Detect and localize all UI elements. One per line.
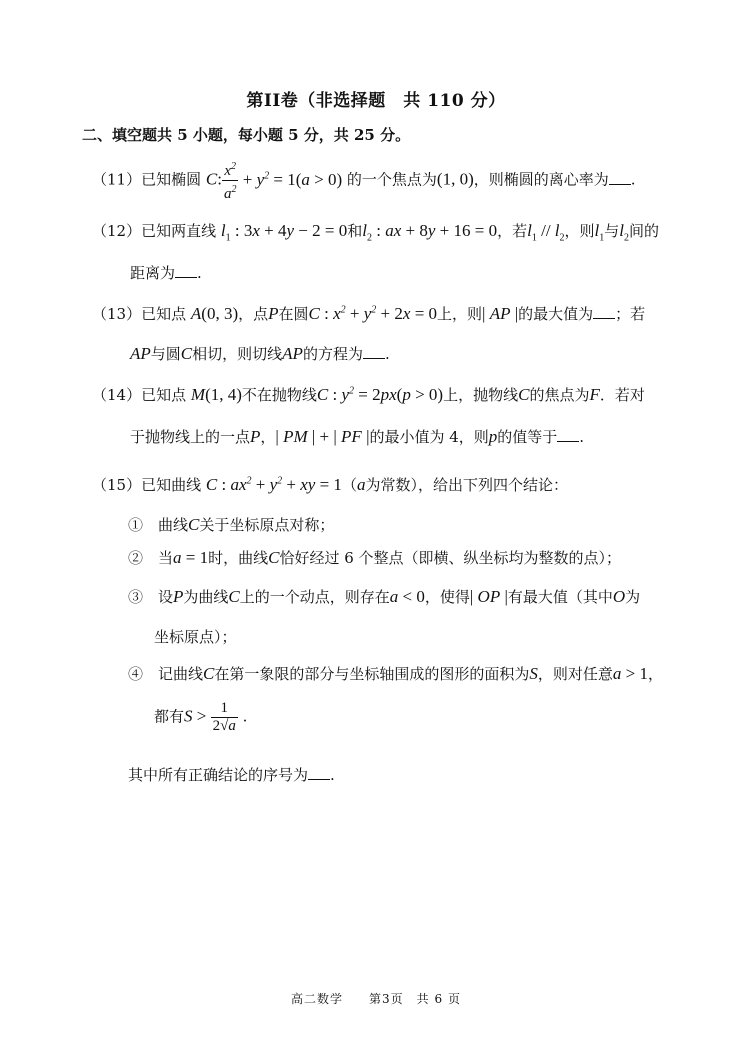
page-title: 第II卷（非选择题 共 110 分） bbox=[246, 91, 506, 111]
final-question: 其中所有正确结论的序号为 . bbox=[128, 766, 335, 784]
answer-blank bbox=[593, 306, 615, 319]
answer-blank bbox=[363, 346, 385, 359]
page-footer: 高二数学 第3页 共 6 页 bbox=[291, 992, 461, 1006]
question-14-cont: 于抛物线上的一点P，| PM | + | PF |的最小值为 4，则p的值等于 . bbox=[130, 427, 585, 446]
answer-blank bbox=[557, 429, 579, 442]
question-11: （11）已知椭圆 C: $\frac{x^2}{a^2}$ + $y^2 = 1(a > 0)$ 的一个焦点为(1, 0)，则椭圆的离心率为 . bbox=[92, 158, 636, 203]
fraction-x2-a2: $\frac{x^2}{a^2}$ bbox=[223, 161, 237, 202]
question-12: （12）已知两直线 $l_1$ : 3x + 4y − 2 = 0和$l_2$ : ax + 8y + 16 = 0，若$l_1 // l_2$，则$l_1$与$l_2$间的 bbox=[92, 221, 660, 244]
conclusion-4-cont: 都有S > $\frac{1}{2√a}$ . bbox=[154, 700, 248, 734]
answer-blank bbox=[308, 767, 330, 780]
question-12-cont: 距离为 . bbox=[130, 264, 202, 282]
answer-blank bbox=[609, 172, 631, 185]
fraction-1-over-2sqrt-a: $\frac{1}{2√a}$ bbox=[212, 700, 236, 734]
question-15: （15）已知曲线 C : $ax^2 + y^2$ + xy = 1（a为常数），给出下列四个结论： bbox=[92, 475, 568, 494]
conclusion-2: ② 当a = 1时，曲线C恰好经过 6 个整点（即横、纵坐标均为整数的点）； bbox=[128, 548, 622, 567]
conclusion-1: ① 曲线C关于坐标原点对称； bbox=[128, 515, 335, 534]
conclusion-3-cont: 坐标原点）； bbox=[154, 628, 237, 646]
conclusion-4: ④ 记曲线C在第一象限的部分与坐标轴围成的图形的面积为S，则对任意a > 1， bbox=[128, 664, 663, 683]
conclusion-3: ③ 设P为曲线C上的一个动点，则存在a < 0，使得| OP |有最大值（其中O为 bbox=[128, 587, 641, 606]
answer-blank bbox=[175, 265, 197, 278]
question-13: （13）已知点 A(0, 3)，点P在圆C : $x^2 + y^2 + 2x = 0$上，则| AP |的最大值为 ；若 bbox=[92, 304, 646, 323]
section-heading: 二、填空题共 5 小题，每小题 5 分，共 25 分。 bbox=[82, 126, 411, 144]
question-13-cont: AP与圆C相切，则切线AP的方程为 . bbox=[130, 344, 390, 363]
question-14: （14）已知点 M(1, 4)不在抛物线C : $y^2 = 2px(p > 0)$上，抛物线C的焦点为F．若对 bbox=[92, 385, 645, 404]
